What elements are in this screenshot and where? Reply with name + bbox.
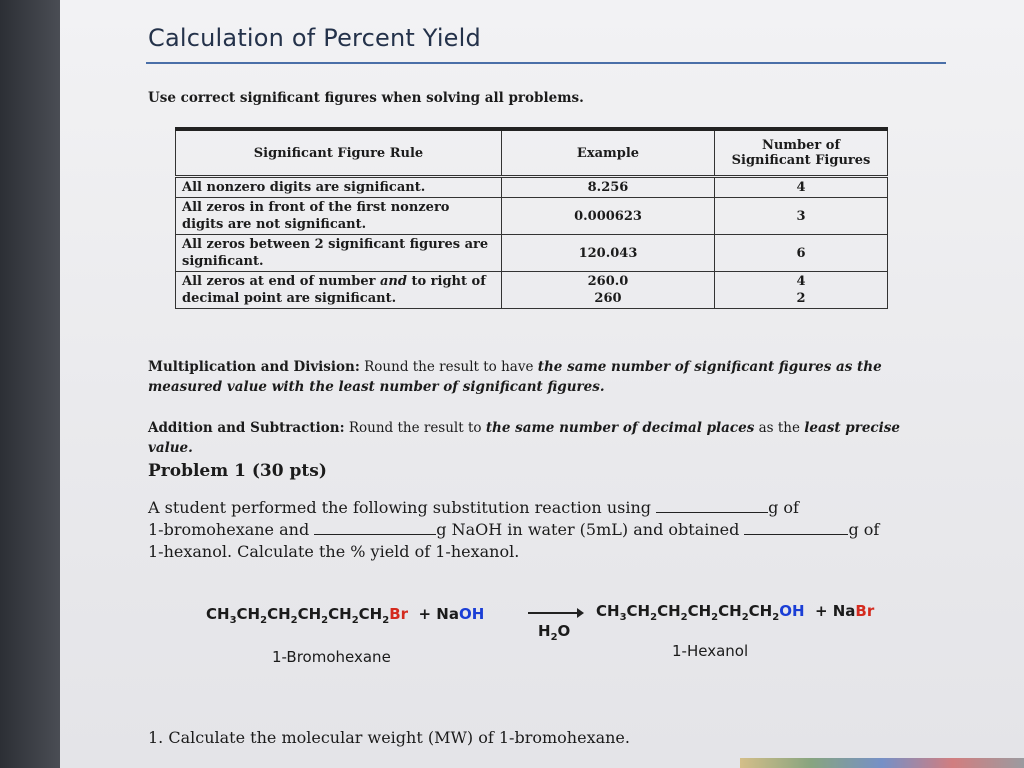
header-example: Example xyxy=(502,129,715,177)
multiplication-rule xyxy=(148,357,948,397)
problem-statement xyxy=(148,497,928,563)
answer-blank[interactable] xyxy=(314,520,436,535)
product-formula: $CH_3CH_2CH_2CH_2CH_2CH_2OH$ + NaBr xyxy=(596,602,875,623)
addition-text: Round the result to xyxy=(344,420,486,436)
multiplication-text: Round the result to have xyxy=(359,359,538,375)
rule-text: to right of decimal point are significant. xyxy=(182,274,486,306)
addition-rule xyxy=(148,418,948,458)
rule-text: All zeros at end of number xyxy=(182,274,380,289)
table-row xyxy=(176,272,888,309)
rule-cell: All zeros between 2 significant figures are significant. xyxy=(176,235,502,272)
solvent-label: $H_2O$ xyxy=(538,622,571,643)
header-rule: Significant Figure Rule xyxy=(176,129,502,177)
count-cell: 4 xyxy=(715,177,888,198)
table-row xyxy=(176,198,888,235)
answer-blank[interactable] xyxy=(656,498,768,513)
multiplication-label: Multiplication and Division: xyxy=(148,359,360,375)
problem-text: g of xyxy=(768,498,799,517)
reactant-formula: $CH_3CH_2CH_2CH_2CH_2CH_2Br$ + NaOH xyxy=(206,605,485,626)
example-cell: 8.256 xyxy=(502,177,715,198)
product-name: 1-Hexanol xyxy=(672,642,749,660)
problem-text: A student performed the following substitution reaction using xyxy=(148,498,657,517)
count-cell: 3 xyxy=(715,198,888,235)
addition-text: as the xyxy=(754,420,805,436)
count-value: 4 xyxy=(796,274,806,289)
addition-label: Addition and Subtraction: xyxy=(148,420,345,436)
question-1: 1. Calculate the molecular weight (MW) of 1-bromohexane. xyxy=(148,728,630,747)
count-cell xyxy=(715,272,888,309)
page-title: Calculation of Percent Yield xyxy=(148,24,481,52)
table-row xyxy=(176,235,888,272)
rule-cell: All nonzero digits are significant. xyxy=(176,177,502,198)
count-value: 2 xyxy=(796,291,806,306)
rule-emphasis: and xyxy=(379,274,407,289)
problem-text: 1-bromohexane and xyxy=(148,520,315,539)
problem-text: 1-hexanol. Calculate the % yield of 1-hexanol. xyxy=(148,542,520,561)
header-count: Number of Significant Figures xyxy=(715,129,888,177)
intro-instruction: Use correct significant figures when solving all problems. xyxy=(148,90,584,106)
problem-text: g NaOH in water (5mL) and obtained xyxy=(436,520,745,539)
example-cell xyxy=(502,272,715,309)
sig-fig-table xyxy=(175,127,888,309)
reaction-arrow xyxy=(528,612,582,614)
monitor-bezel xyxy=(0,0,60,768)
table-row xyxy=(176,177,888,198)
example-value: 260 xyxy=(594,291,622,306)
example-cell: 120.043 xyxy=(502,235,715,272)
problem-text: g of xyxy=(848,520,880,539)
answer-blank[interactable] xyxy=(744,520,848,535)
multiplication-emphasis: the same number of significant figures as the measured value with the least number of significant figures. xyxy=(148,359,882,395)
taskbar-icons xyxy=(740,758,1024,768)
example-cell: 0.000623 xyxy=(502,198,715,235)
count-cell: 6 xyxy=(715,235,888,272)
rule-cell: All zeros in front of the first nonzero digits are not significant. xyxy=(176,198,502,235)
reactant-name: 1-Bromohexane xyxy=(272,648,391,666)
problem-heading: Problem 1 (30 pts) xyxy=(148,461,327,481)
example-value: 260.0 xyxy=(587,274,629,289)
rule-cell xyxy=(176,272,502,309)
addition-emphasis: least precise value. xyxy=(148,420,900,456)
title-divider xyxy=(146,62,946,64)
addition-emphasis: the same number of decimal places xyxy=(485,420,755,436)
document-page xyxy=(60,0,1024,768)
